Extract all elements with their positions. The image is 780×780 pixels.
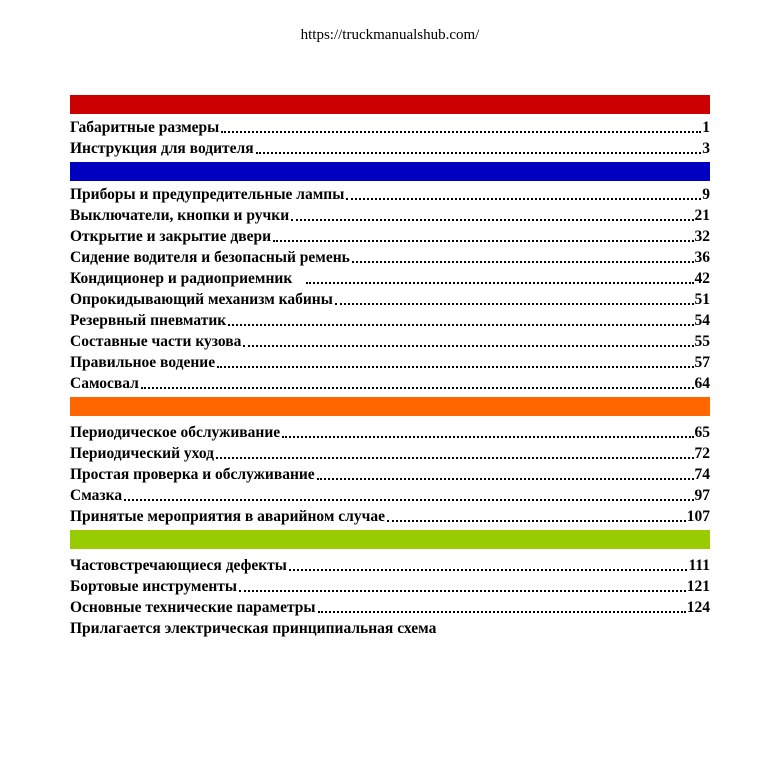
toc-entry-page: 121	[686, 578, 710, 595]
toc-entry-title: Кондиционер и радиоприемник	[70, 270, 293, 287]
toc-entry[interactable]	[70, 484, 710, 505]
toc-entry[interactable]	[70, 351, 710, 372]
toc-entry-title: Резервный пневматик	[70, 312, 227, 329]
toc-entry[interactable]	[70, 330, 710, 351]
toc-entry-page: 65	[694, 424, 710, 441]
toc-entry-page: 74	[694, 466, 710, 483]
toc-entry[interactable]	[70, 372, 710, 393]
toc-entry-title: Частовстречающиеся дефекты	[70, 557, 287, 574]
toc-entry[interactable]	[70, 288, 710, 309]
toc-leader-dots	[216, 457, 694, 459]
toc-entry-page: 54	[694, 312, 710, 329]
toc-entry-page: 72	[694, 445, 710, 462]
toc-entry[interactable]	[70, 421, 710, 442]
toc-entry[interactable]	[70, 225, 710, 246]
toc-entry-title: Бортовые инструменты	[70, 578, 238, 595]
toc-entry-page: 3	[702, 140, 710, 157]
toc-entry-page: 124	[686, 599, 710, 616]
toc-entry-page: 111	[688, 557, 710, 574]
toc-entry[interactable]	[70, 116, 710, 137]
toc-entry-title: Приборы и предупредительные лампы	[70, 186, 345, 203]
toc-entry-page: 55	[694, 333, 710, 350]
toc-entry-title: Составные части кузова	[70, 333, 242, 350]
table-of-contents	[70, 95, 710, 638]
toc-leader-dots	[317, 478, 694, 480]
toc-entry-title: Простая проверка и обслуживание	[70, 466, 315, 483]
toc-entry[interactable]	[70, 505, 710, 526]
toc-entry-page: 64	[694, 375, 710, 392]
toc-entry[interactable]	[70, 463, 710, 484]
toc-footer-text: Прилагается электрическая принципиальная схема	[70, 620, 437, 637]
toc-entry[interactable]	[70, 596, 710, 617]
toc-leader-dots	[217, 366, 693, 368]
toc-leader-dots	[228, 324, 693, 326]
toc-entry-page: 36	[694, 249, 710, 266]
toc-entry-page: 51	[694, 291, 710, 308]
toc-leader-dots	[289, 569, 688, 571]
toc-leader-dots	[124, 499, 693, 501]
toc-entry[interactable]	[70, 246, 710, 267]
toc-entry-page: 32	[694, 228, 710, 245]
toc-leader-dots	[221, 131, 701, 133]
section-bar-blue	[70, 162, 710, 181]
toc-entry[interactable]	[70, 442, 710, 463]
toc-entry-title: Инструкция для водителя	[70, 140, 254, 157]
toc-leader-dots	[346, 198, 701, 200]
toc-leader-dots	[291, 219, 693, 221]
toc-entry-title: Самосвал	[70, 375, 139, 392]
toc-entry-title: Смазка	[70, 487, 123, 504]
toc-entry[interactable]	[70, 204, 710, 225]
toc-leader-dots	[318, 611, 686, 613]
toc-entry-title: Периодическое обслуживание	[70, 424, 281, 441]
toc-entry-page: 107	[686, 508, 710, 525]
toc-entry-title: Периодический уход	[70, 445, 214, 462]
toc-entry[interactable]	[70, 575, 710, 596]
toc-leader-dots	[352, 261, 694, 263]
toc-entry-page: 42	[694, 270, 710, 287]
toc-entry[interactable]	[70, 183, 710, 204]
toc-entry-page: 1	[702, 119, 710, 136]
toc-entry[interactable]	[70, 267, 710, 288]
toc-entry-title: Сидение водителя и безопасный ремень	[70, 249, 350, 266]
toc-leader-dots	[306, 282, 693, 284]
toc-entry-title: Габаритные размеры	[70, 119, 220, 136]
toc-entry-title: Выключатели, кнопки и ручки	[70, 207, 290, 224]
toc-entry-title: Принятые мероприятия в аварийном случае	[70, 508, 385, 525]
toc-entry-page: 57	[694, 354, 710, 371]
toc-leader-dots	[282, 436, 693, 438]
toc-footer-line	[70, 617, 710, 638]
toc-entry-title: Основные технические параметры	[70, 599, 316, 616]
toc-leader-dots	[256, 152, 702, 154]
toc-entry-title: Открытие и закрытие двери	[70, 228, 272, 245]
header-url: https://truckmanualshub.com/	[300, 27, 480, 43]
toc-entry[interactable]	[70, 554, 710, 575]
toc-entry-title: Опрокидывающий механизм кабины	[70, 291, 333, 308]
toc-entry-page: 9	[702, 186, 710, 203]
toc-entry[interactable]	[70, 137, 710, 158]
toc-leader-dots	[335, 303, 694, 305]
section-bar-green	[70, 530, 710, 549]
section-bar-red	[70, 95, 710, 114]
toc-leader-dots	[141, 387, 694, 389]
toc-leader-dots	[243, 345, 693, 347]
toc-leader-dots	[239, 590, 686, 592]
toc-leader-dots	[387, 520, 686, 522]
toc-entry-page: 97	[694, 487, 710, 504]
section-bar-orange	[70, 397, 710, 416]
toc-entry-title: Правильное водение	[70, 354, 216, 371]
toc-leader-dots	[273, 240, 693, 242]
toc-entry-page: 21	[694, 207, 710, 224]
toc-entry[interactable]	[70, 309, 710, 330]
